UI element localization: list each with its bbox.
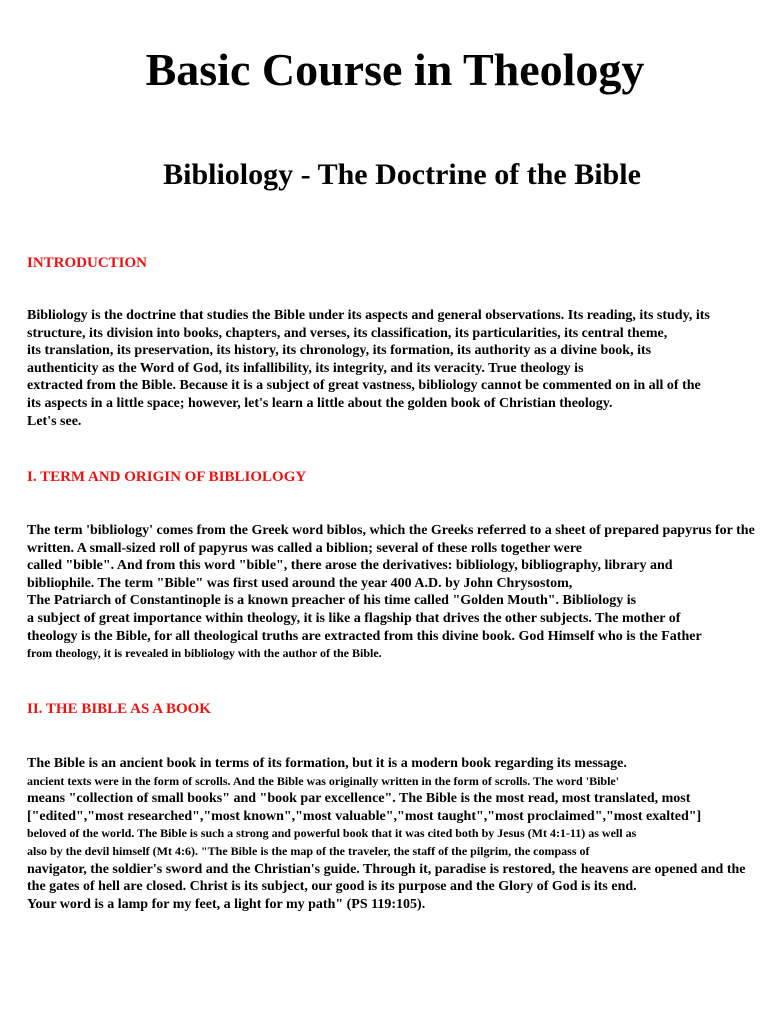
text-line: written. A small-sized roll of papyrus was called a biblion; several of these rolls together were [27, 540, 583, 556]
text-line: structure, its division into books, chapters, and verses, its classification, its particularities, its central theme, [27, 325, 668, 341]
text-line: bibliophile. The term "Bible" was first used around the year 400 A.D. by John Chrysostom, [27, 575, 573, 591]
section-body-introduction [27, 307, 710, 430]
section-body-bible-as-book [27, 755, 745, 913]
text-line: the gates of hell are closed. Christ is its subject, our good is its purpose and the Glory of God is its end. [27, 879, 637, 895]
text-line: extracted from the Bible. Because it is a subject of great vastness, bibliology cannot be commented on in all of the [27, 378, 701, 394]
document-subtitle: Bibliology - The Doctrine of the Bible [163, 158, 641, 191]
text-line: Your word is a lamp for my feet, a light for my path" (PS 119:105). [27, 896, 426, 912]
text-line: ["edited","most researched","most known","most valuable","most taught","most proclaimed","most exalted"] [27, 808, 702, 824]
section-heading-bible-as-book: II. THE BIBLE AS A BOOK [27, 701, 211, 717]
text-line: navigator, the soldier's sword and the Christian's guide. Through it, paradise is restored, the heavens are opened and the [27, 861, 746, 877]
text-line: The Patriarch of Constantinople is a known preacher of his time called "Golden Mouth". Bibliology is [27, 593, 637, 609]
text-line: its translation, its preservation, its history, its chronology, its formation, its authority as a divine book, its [27, 343, 652, 359]
text-line: means "collection of small books" and "book par excellence". The Bible is the most read, most translated, most [27, 791, 691, 807]
text-line: The Bible is an ancient book in terms of its formation, but it is a modern book regarding its message. [27, 756, 627, 771]
text-line: ancient texts were in the form of scrolls. And the Bible was originally written in the form of scrolls. The word 'Bible' [27, 773, 620, 788]
text-line: from theology, it is revealed in bibliology with the author of the Bible. [27, 646, 382, 661]
text-line: theology is the Bible, for all theological truths are extracted from this divine book. God Himself who is the Father [27, 628, 702, 644]
text-line: Let's see. [27, 413, 82, 429]
text-line: beloved of the world. The Bible is such a strong and powerful book that it was cited both by Jesus (Mt 4:1-11) as well as [27, 826, 637, 841]
text-line: its aspects in a little space; however, let's learn a little about the golden book of Christian theology. [27, 395, 613, 411]
text-line: also by the devil himself (Mt 4:6). "The Bible is the map of the traveler, the staff of the pilgrim, the compass of [27, 843, 590, 858]
text-line: a subject of great importance within theology, it is like a flagship that drives the other subjects. The mother of [27, 610, 681, 626]
section-heading-term-origin: I. TERM AND ORIGIN OF BIBLIOLOGY [27, 469, 307, 485]
text-line: called "bible". And from this word "bible", there arose the derivatives: bibliology, bibliography, library and [27, 558, 673, 574]
text-line: The term 'bibliology' comes from the Greek word biblos, which the Greeks referred to a sheet of prepared papyrus for the [27, 523, 755, 538]
text-line: authenticity as the Word of God, its infallibility, its integrity, and its veracity. True theology is [27, 360, 584, 376]
section-body-term-origin [27, 522, 755, 663]
section-heading-introduction: INTRODUCTION [27, 255, 148, 271]
text-line: Bibliology is the doctrine that studies the Bible under its aspects and general observations. Its reading, its study, its [27, 308, 710, 323]
document-title: Basic Course in Theology [145, 44, 645, 95]
